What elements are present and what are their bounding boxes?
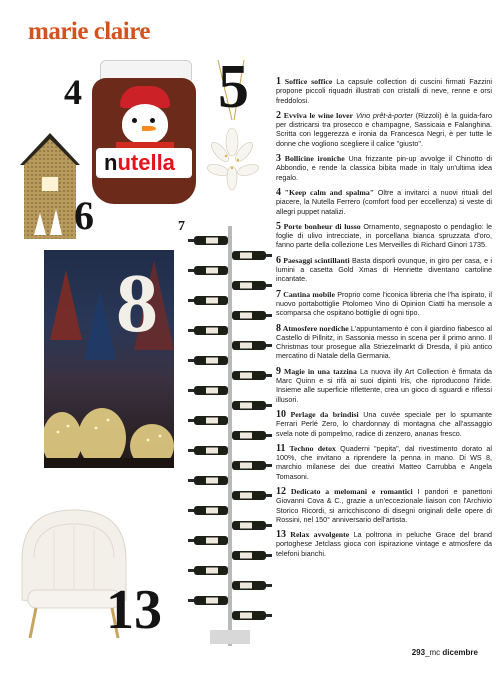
wine-bottle <box>188 446 228 455</box>
gift-item-number: 5 <box>276 220 281 232</box>
gift-item-number: 2 <box>276 109 281 121</box>
gift-item-title: Cantina mobile <box>281 289 335 299</box>
wine-bottle <box>188 596 228 605</box>
gift-item-title: Dedicato a melomani e romantici <box>286 486 413 496</box>
item-number-5: 5 <box>218 53 249 121</box>
gift-item-1 <box>276 77 492 105</box>
gift-item-description: La nuova illy Art Collection è firmata da Marc Quinn e si rifà ai suoi dipinti Iris, che riproducono l'iride. Insieme alle superficie riflettente, crea un gioco di sguardi e riflessi illusori. <box>276 366 492 404</box>
wine-bottle <box>232 371 272 380</box>
wine-bottle <box>188 566 228 575</box>
wine-bottle <box>232 491 272 500</box>
gift-item-11 <box>276 444 492 481</box>
gift-item-description: Oltre a invitarci a nuovi rituali del piacere, la Nutella Ferrero (comfort food per eccellenza) si veste di allegri puppet natalizi. <box>276 187 492 216</box>
gift-list-column <box>276 77 492 564</box>
magazine-logo: marie claire <box>28 18 150 45</box>
eye-left <box>132 118 137 123</box>
wine-bottle <box>188 536 228 545</box>
jar-label <box>96 148 192 178</box>
gift-item-description: La poltrona in peluche Grace del brand portoghese Jetclass gioca con ispirazione vintage e atmosfere da telefoni bianchi. <box>276 530 493 558</box>
wine-bottle <box>188 386 228 395</box>
gift-item-number: 3 <box>276 153 281 165</box>
jar-brand-rest: utella <box>117 150 175 175</box>
jar-body <box>92 78 196 204</box>
gift-item-number: 4 <box>276 186 281 198</box>
page-number: 293 <box>411 648 426 657</box>
item-number-6: 6 <box>74 193 94 238</box>
wine-bottle <box>188 326 228 335</box>
wine-bottle <box>232 611 272 620</box>
gift-item-title: Bollicine ironiche <box>281 154 345 164</box>
gift-item-description: (Rizzoli) è la guida-faro per districarsi tra prosecco e champagne, Sassicaia e Falanghina. Scritta con leggerezza e ironia da Francesca Negri, è per tutte le donne che vogliono scegliere il calice "giusto". <box>276 110 492 148</box>
wine-bottle <box>188 296 228 305</box>
item-number-13: 13 <box>106 579 162 641</box>
nutella-jar-image <box>92 60 198 206</box>
wine-bottle <box>232 431 272 440</box>
gift-item-number: 6 <box>276 254 281 266</box>
snowman-face <box>122 104 168 144</box>
gift-item-description: L'appuntamento è con il giardino fiabesco al Castello di Pillnitz, in Sassonia messo in scena per il primo anno. Il Christmas tour prosegue alla Striezelmarkt di Dresda, il più antico mercatino di Natale della Germania. <box>276 323 492 361</box>
carrot-nose <box>142 126 156 131</box>
gift-item-7 <box>276 290 492 318</box>
wine-bottle <box>232 551 272 560</box>
jar-brand-text <box>104 150 175 176</box>
wine-bottle <box>188 506 228 515</box>
gift-item-title: Soffice soffice <box>281 77 333 86</box>
page-footer <box>412 648 478 657</box>
wine-bottle <box>232 251 272 260</box>
gift-item-8 <box>276 324 492 361</box>
item-number-7: 7 <box>178 219 185 234</box>
wine-bottle <box>188 356 228 365</box>
gift-item-10 <box>276 410 492 438</box>
gift-item-5 <box>276 222 492 250</box>
gift-item-9 <box>276 367 492 404</box>
gift-item-6 <box>276 256 492 284</box>
gift-item-12 <box>276 487 492 524</box>
gift-item-4 <box>276 188 492 216</box>
gift-item-number: 11 <box>276 442 286 454</box>
wine-bottle <box>232 341 272 350</box>
gift-item-description: Quaderni "pepita", dal rivestimento dorato al 100%, che invitano a riprendere la penna in mano. Di WS 8, marchio milanese dei due creativi Matteo Carrubba e Angela Tomasoni. <box>276 443 492 481</box>
gift-item-number: 10 <box>276 408 286 420</box>
gift-item-description: Proprio come l'iconica libreria che l'ha ispirato, il nuovo portabottiglie Ptolomeo Vino di Opinion Ciatti ha mensole a scomparsa che ospitano bottiglie di ogni tipo. <box>276 289 492 318</box>
jar-brand-n: n <box>104 150 118 175</box>
gift-item-description: Una cuvée speciale per lo spumante Ferrari Perlé Zero, lo chardonnay di montagna che all'assaggio svela note di pompelmo, radice di zenzero, ananas fresco. <box>276 409 492 438</box>
wine-bottle <box>188 476 228 485</box>
gift-item-number: 7 <box>276 288 281 300</box>
gift-item-13 <box>276 530 492 558</box>
wine-bottle <box>188 266 228 275</box>
gift-item-number: 12 <box>276 485 286 497</box>
gift-item-title: Techno detox <box>285 443 336 453</box>
footer-month: dicembre <box>442 648 478 657</box>
gift-item-description: I pandori e panettoni Giovanni Cova & C., grazie a un'eccezionale liaison con l'Archivio Storico Ricordi, si arricchiscono di disegni originali delle opere di Rossini, nel 150° anniversario dell'artista. <box>276 486 492 524</box>
wine-bottle <box>232 581 272 590</box>
gift-item-title: "Keep calm and spalma" <box>281 187 375 197</box>
wine-bottle <box>188 236 228 245</box>
gift-item-description: Ornamento, segnaposto o pendaglio: le foglie di ulivo intrecciate, in porcellana bianca spruzzata d'oro, fanno parte della collezione Les Merveilles di Richard Ginori 1735. <box>276 221 492 250</box>
gift-item-title: Porte bonheur di lusso <box>281 221 361 231</box>
footer-section: _mc <box>425 648 441 657</box>
gift-item-title: Atmosfere nordiche <box>281 323 349 333</box>
wine-bottle <box>232 521 272 530</box>
wine-bottle <box>232 461 272 470</box>
gift-item-title: Relax avvolgente <box>286 530 350 540</box>
gift-item-title: Magie in una tazzina <box>281 366 357 376</box>
gift-item-3 <box>276 154 492 182</box>
gift-item-description: La capsule collection di cuscini firmati Fazzini propone piccoli riquadri illustrati con cristalli di neve, renne e orsi freddolosi. <box>276 77 492 105</box>
wine-bottle <box>232 311 272 320</box>
wine-bottle <box>232 281 272 290</box>
wine-bottle <box>188 416 228 425</box>
gift-item-number: 1 <box>276 76 281 87</box>
gift-item-title: Evviva le wine lover <box>281 110 354 120</box>
item-number-8: 8 <box>116 257 158 350</box>
gift-item-number: 9 <box>276 365 281 377</box>
gift-item-description: Una frizzante pin-up avvolge il Chinotto di Abbondio, e rende la classica bibita made in Italy un'ultima idea regalo. <box>276 154 492 182</box>
gift-item-description: Basta disporli ovunque, in giro per casa, e i lumini a casetta Gold Xmas di Henriette diventano cartoline incantate. <box>276 255 492 284</box>
gift-item-2 <box>276 111 492 148</box>
gift-item-title: Perlage da brindisi <box>286 409 359 419</box>
wine-rack-image <box>188 226 272 646</box>
gift-item-title: Paesaggi scintillanti <box>281 255 350 265</box>
eye-right <box>150 118 155 123</box>
wine-bottle <box>232 401 272 410</box>
item-number-4: 4 <box>64 72 82 112</box>
gift-item-number: 13 <box>276 529 286 541</box>
gift-item-book-title: Vino prêt-à-porter <box>353 110 413 120</box>
gift-item-number: 8 <box>276 322 281 334</box>
